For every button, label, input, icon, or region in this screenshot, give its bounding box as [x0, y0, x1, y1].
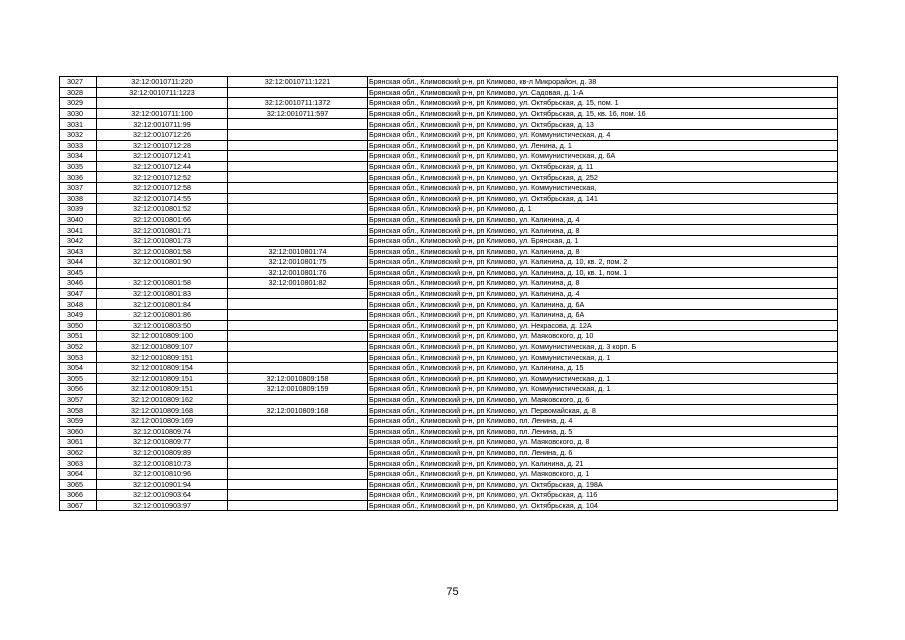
address-cell: Брянская обл., Климовский р-н, рп Климово, ул. Ленина, д. 1 [368, 140, 838, 151]
parcel-number-cell: 32:12:0010809:169 [97, 416, 228, 427]
row-number-cell: 3027 [60, 77, 97, 88]
row-number-cell: 3049 [60, 310, 97, 321]
parcel-number-cell: 32:12:0010809:100 [97, 331, 228, 342]
table-row [60, 246, 838, 257]
row-number-cell: 3061 [60, 437, 97, 448]
parcel-number-cell: 32:12:0010801:58 [97, 246, 228, 257]
table-row [60, 394, 838, 405]
table-row [60, 288, 838, 299]
table-row [60, 77, 838, 88]
row-number-cell: 3056 [60, 384, 97, 395]
table-row [60, 225, 838, 236]
table-row [60, 468, 838, 479]
parcel-number-cell: 32:12:0010801:71 [97, 225, 228, 236]
parcel-number-cell: 32:12:0010712:41 [97, 151, 228, 162]
table-row [60, 352, 838, 363]
row-number-cell: 3063 [60, 458, 97, 469]
row-number-cell: 3035 [60, 161, 97, 172]
object-number-cell [228, 458, 368, 469]
parcel-number-cell: 32:12:0010801:84 [97, 299, 228, 310]
table-body [60, 77, 838, 511]
object-number-cell [228, 87, 368, 98]
parcel-number-cell: 32:12:0010809:154 [97, 363, 228, 374]
row-number-cell: 3052 [60, 341, 97, 352]
object-number-cell [228, 341, 368, 352]
address-cell: Брянская обл., Климовский р-н, рп Климово, ул. Коммунистическая, д. 1 [368, 373, 838, 384]
row-number-cell: 3037 [60, 182, 97, 193]
table-row [60, 204, 838, 215]
parcel-number-cell: 32:12:0010809:77 [97, 437, 228, 448]
address-cell: Брянская обл., Климовский р-н, рп Климово, ул. Коммунистическая, д. 3 корп. Б [368, 341, 838, 352]
parcel-number-cell: 32:12:0010801:52 [97, 204, 228, 215]
object-number-cell [228, 490, 368, 501]
row-number-cell: 3030 [60, 108, 97, 119]
parcel-number-cell: 32:12:0010712:44 [97, 161, 228, 172]
property-table [59, 76, 838, 511]
table-row [60, 129, 838, 140]
address-cell: Брянская обл., Климовский р-н, рп Климово, ул. Коммунистическая, [368, 182, 838, 193]
address-cell: Брянская обл., Климовский р-н, рп Климово, кв-л Микрорайон, д. 38 [368, 77, 838, 88]
row-number-cell: 3040 [60, 214, 97, 225]
table-row [60, 172, 838, 183]
table-row [60, 479, 838, 490]
address-cell: Брянская обл., Климовский р-н, рп Климово, ул. Садовая, д. 1-А [368, 87, 838, 98]
row-number-cell: 3058 [60, 405, 97, 416]
page-number: 75 [446, 586, 459, 598]
parcel-number-cell: 32:12:0010809:74 [97, 426, 228, 437]
parcel-number-cell: 32:12:0010809:151 [97, 384, 228, 395]
row-number-cell: 3067 [60, 500, 97, 511]
object-number-cell: 32:12:0010711:1372 [228, 98, 368, 109]
object-number-cell [228, 468, 368, 479]
address-cell: Брянская обл., Климовский р-н, рп Климово, ул. Калинина, д. 10, кв. 2, пом. 2 [368, 257, 838, 268]
address-cell: Брянская обл., Климовский р-н, рп Климово, ул. Октябрьская, д. 11 [368, 161, 838, 172]
object-number-cell [228, 225, 368, 236]
table-row [60, 299, 838, 310]
object-number-cell [228, 363, 368, 374]
object-number-cell [228, 437, 368, 448]
parcel-number-cell: 32:12:0010801:66 [97, 214, 228, 225]
parcel-number-cell: 32:12:0010810:96 [97, 468, 228, 479]
table-row [60, 151, 838, 162]
object-number-cell: 32:12:0010801:74 [228, 246, 368, 257]
address-cell: Брянская обл., Климовский р-н, рп Климово, ул. Некрасова, д. 12А [368, 320, 838, 331]
table-row [60, 235, 838, 246]
parcel-number-cell: 32:12:0010901:94 [97, 479, 228, 490]
table-row [60, 140, 838, 151]
row-number-cell: 3039 [60, 204, 97, 215]
parcel-number-cell: 32:12:0010712:26 [97, 129, 228, 140]
address-cell: Брянская обл., Климовский р-н, рп Климово, ул. Октябрьская, д. 116 [368, 490, 838, 501]
address-cell: Брянская обл., Климовский р-н, рп Климово, пл. Ленина, д. 6 [368, 447, 838, 458]
object-number-cell: 32:12:0010809:168 [228, 405, 368, 416]
address-cell: Брянская обл., Климовский р-н, рп Климово, ул. Октябрьская, д. 15, пом. 1 [368, 98, 838, 109]
table-row [60, 257, 838, 268]
parcel-number-cell: 32:12:0010903:64 [97, 490, 228, 501]
object-number-cell [228, 119, 368, 130]
row-number-cell: 3047 [60, 288, 97, 299]
address-cell: Брянская обл., Климовский р-н, рп Климово, ул. Калинина, д. 21 [368, 458, 838, 469]
object-number-cell: 32:12:0010801:82 [228, 278, 368, 289]
object-number-cell [228, 500, 368, 511]
object-number-cell: 32:12:0010809:158 [228, 373, 368, 384]
row-number-cell: 3060 [60, 426, 97, 437]
table-row [60, 405, 838, 416]
object-number-cell [228, 479, 368, 490]
address-cell: Брянская обл., Климовский р-н, рп Климово, ул. Брянская, д. 1 [368, 235, 838, 246]
parcel-number-cell: 32:12:0010801:83 [97, 288, 228, 299]
address-cell: Брянская обл., Климовский р-н, рп Климово, ул. Маяковского, д. 8 [368, 437, 838, 448]
address-cell: Брянская обл., Климовский р-н, рп Климово, д. 1 [368, 204, 838, 215]
object-number-cell [228, 320, 368, 331]
address-cell: Брянская обл., Климовский р-н, рп Климово, ул. Калинина, д. 8 [368, 225, 838, 236]
row-number-cell: 3053 [60, 352, 97, 363]
parcel-number-cell: 32:12:0010712:58 [97, 182, 228, 193]
table-row [60, 267, 838, 278]
object-number-cell [228, 310, 368, 321]
row-number-cell: 3042 [60, 235, 97, 246]
table-row [60, 98, 838, 109]
table-row [60, 363, 838, 374]
object-number-cell [228, 235, 368, 246]
object-number-cell [228, 331, 368, 342]
address-cell: Брянская обл., Климовский р-н, рп Климово, ул. Октябрьская, д. 141 [368, 193, 838, 204]
address-cell: Брянская обл., Климовский р-н, рп Климово, ул. Калинина, д. 4 [368, 214, 838, 225]
address-cell: Брянская обл., Климовский р-н, рп Климово, ул. Октябрьская, д. 198А [368, 479, 838, 490]
table-row [60, 310, 838, 321]
row-number-cell: 3033 [60, 140, 97, 151]
row-number-cell: 3036 [60, 172, 97, 183]
parcel-number-cell: 32:12:0010801:86 [97, 310, 228, 321]
row-number-cell: 3065 [60, 479, 97, 490]
parcel-number-cell: 32:12:0010809:107 [97, 341, 228, 352]
row-number-cell: 3034 [60, 151, 97, 162]
address-cell: Брянская обл., Климовский р-н, рп Климово, ул. Калинина, д. 4 [368, 288, 838, 299]
object-number-cell: 32:12:0010801:76 [228, 267, 368, 278]
address-cell: Брянская обл., Климовский р-н, рп Климово, пл. Ленина, д. 5 [368, 426, 838, 437]
address-cell: Брянская обл., Климовский р-н, рп Климово, ул. Коммунистическая, д. 1 [368, 384, 838, 395]
parcel-number-cell: 32:12:0010801:90 [97, 257, 228, 268]
parcel-number-cell: 32:12:0010711:1223 [97, 87, 228, 98]
parcel-number-cell [97, 98, 228, 109]
address-cell: Брянская обл., Климовский р-н, рп Климово, ул. Коммунистическая, д. 4 [368, 129, 838, 140]
address-cell: Брянская обл., Климовский р-н, рп Климово, ул. Калинина, д. 8 [368, 278, 838, 289]
object-number-cell: 32:12:0010809:159 [228, 384, 368, 395]
address-cell: Брянская обл., Климовский р-н, рп Климово, ул. Октябрьская, д. 13 [368, 119, 838, 130]
address-cell: Брянская обл., Климовский р-н, рп Климово, ул. Коммунистическая, д. 1 [368, 352, 838, 363]
table-row [60, 278, 838, 289]
object-number-cell: 32:12:0010711:597 [228, 108, 368, 119]
row-number-cell: 3032 [60, 129, 97, 140]
parcel-number-cell [97, 267, 228, 278]
address-cell: Брянская обл., Климовский р-н, рп Климово, ул. Калинина, д. 8 [368, 246, 838, 257]
object-number-cell [228, 182, 368, 193]
parcel-number-cell: 32:12:0010711:220 [97, 77, 228, 88]
object-number-cell: 32:12:0010801:75 [228, 257, 368, 268]
row-number-cell: 3062 [60, 447, 97, 458]
object-number-cell [228, 151, 368, 162]
row-number-cell: 3066 [60, 490, 97, 501]
address-cell: Брянская обл., Климовский р-н, рп Климово, ул. Октябрьская, д. 104 [368, 500, 838, 511]
address-cell: Брянская обл., Климовский р-н, рп Климово, ул. Октябрьская, д. 15, кв. 16, пом. 16 [368, 108, 838, 119]
parcel-number-cell: 32:12:0010809:168 [97, 405, 228, 416]
parcel-number-cell: 32:12:0010711:100 [97, 108, 228, 119]
table-row [60, 447, 838, 458]
row-number-cell: 3031 [60, 119, 97, 130]
address-cell: Брянская обл., Климовский р-н, рп Климово, ул. Калинина, д. 15 [368, 363, 838, 374]
address-cell: Брянская обл., Климовский р-н, рп Климово, пл. Ленина, д. 4 [368, 416, 838, 427]
table-row [60, 161, 838, 172]
object-number-cell [228, 447, 368, 458]
row-number-cell: 3028 [60, 87, 97, 98]
address-cell: Брянская обл., Климовский р-н, рп Климово, ул. Коммунистическая, д. 6А [368, 151, 838, 162]
parcel-number-cell: 32:12:0010801:58 [97, 278, 228, 289]
object-number-cell [228, 204, 368, 215]
table-row [60, 87, 838, 98]
row-number-cell: 3059 [60, 416, 97, 427]
table-row [60, 384, 838, 395]
object-number-cell [228, 352, 368, 363]
parcel-number-cell: 32:12:0010714:55 [97, 193, 228, 204]
table-row [60, 373, 838, 384]
row-number-cell: 3038 [60, 193, 97, 204]
address-cell: Брянская обл., Климовский р-н, рп Климово, ул. Октябрьская, д. 252 [368, 172, 838, 183]
object-number-cell [228, 416, 368, 427]
object-number-cell [228, 193, 368, 204]
object-number-cell [228, 299, 368, 310]
row-number-cell: 3043 [60, 246, 97, 257]
row-number-cell: 3048 [60, 299, 97, 310]
row-number-cell: 3046 [60, 278, 97, 289]
row-number-cell: 3044 [60, 257, 97, 268]
row-number-cell: 3045 [60, 267, 97, 278]
object-number-cell [228, 161, 368, 172]
row-number-cell: 3051 [60, 331, 97, 342]
table-row [60, 426, 838, 437]
address-cell: Брянская обл., Климовский р-н, рп Климово, ул. Первомайская, д. 8 [368, 405, 838, 416]
address-cell: Брянская обл., Климовский р-н, рп Климово, ул. Калинина, д. 10, кв. 1, пом. 1 [368, 267, 838, 278]
parcel-number-cell: 32:12:0010711:99 [97, 119, 228, 130]
address-cell: Брянская обл., Климовский р-н, рп Климово, ул. Калинина, д. 6А [368, 299, 838, 310]
address-cell: Брянская обл., Климовский р-н, рп Климово, ул. Маяковского, д. 1 [368, 468, 838, 479]
row-number-cell: 3057 [60, 394, 97, 405]
table-row [60, 490, 838, 501]
address-cell: Брянская обл., Климовский р-н, рп Климово, ул. Маяковского, д. 10 [368, 331, 838, 342]
row-number-cell: 3064 [60, 468, 97, 479]
object-number-cell [228, 172, 368, 183]
table-row [60, 341, 838, 352]
parcel-number-cell: 32:12:0010903:97 [97, 500, 228, 511]
parcel-number-cell: 32:12:0010801:73 [97, 235, 228, 246]
table-row [60, 108, 838, 119]
object-number-cell [228, 394, 368, 405]
table-row [60, 331, 838, 342]
row-number-cell: 3050 [60, 320, 97, 331]
table-row [60, 416, 838, 427]
parcel-number-cell: 32:12:0010809:151 [97, 373, 228, 384]
parcel-number-cell: 32:12:0010810:73 [97, 458, 228, 469]
object-number-cell [228, 288, 368, 299]
object-number-cell [228, 426, 368, 437]
row-number-cell: 3055 [60, 373, 97, 384]
table-row [60, 182, 838, 193]
table-row [60, 458, 838, 469]
object-number-cell [228, 214, 368, 225]
address-cell: Брянская обл., Климовский р-н, рп Климово, ул. Маяковского, д. 6 [368, 394, 838, 405]
object-number-cell [228, 140, 368, 151]
table-row [60, 119, 838, 130]
parcel-number-cell: 32:12:0010712:28 [97, 140, 228, 151]
table-row [60, 214, 838, 225]
table-row [60, 193, 838, 204]
parcel-number-cell: 32:12:0010809:89 [97, 447, 228, 458]
parcel-number-cell: 32:12:0010809:151 [97, 352, 228, 363]
parcel-number-cell: 32:12:0010712:52 [97, 172, 228, 183]
row-number-cell: 3029 [60, 98, 97, 109]
row-number-cell: 3041 [60, 225, 97, 236]
parcel-number-cell: 32:12:0010809:162 [97, 394, 228, 405]
object-number-cell [228, 129, 368, 140]
table-row [60, 320, 838, 331]
row-number-cell: 3054 [60, 363, 97, 374]
parcel-number-cell: 32:12:0010803:50 [97, 320, 228, 331]
address-cell: Брянская обл., Климовский р-н, рп Климово, ул. Калинина, д. 6А [368, 310, 838, 321]
object-number-cell: 32:12:0010711:1221 [228, 77, 368, 88]
table-row [60, 437, 838, 448]
table-row [60, 500, 838, 511]
